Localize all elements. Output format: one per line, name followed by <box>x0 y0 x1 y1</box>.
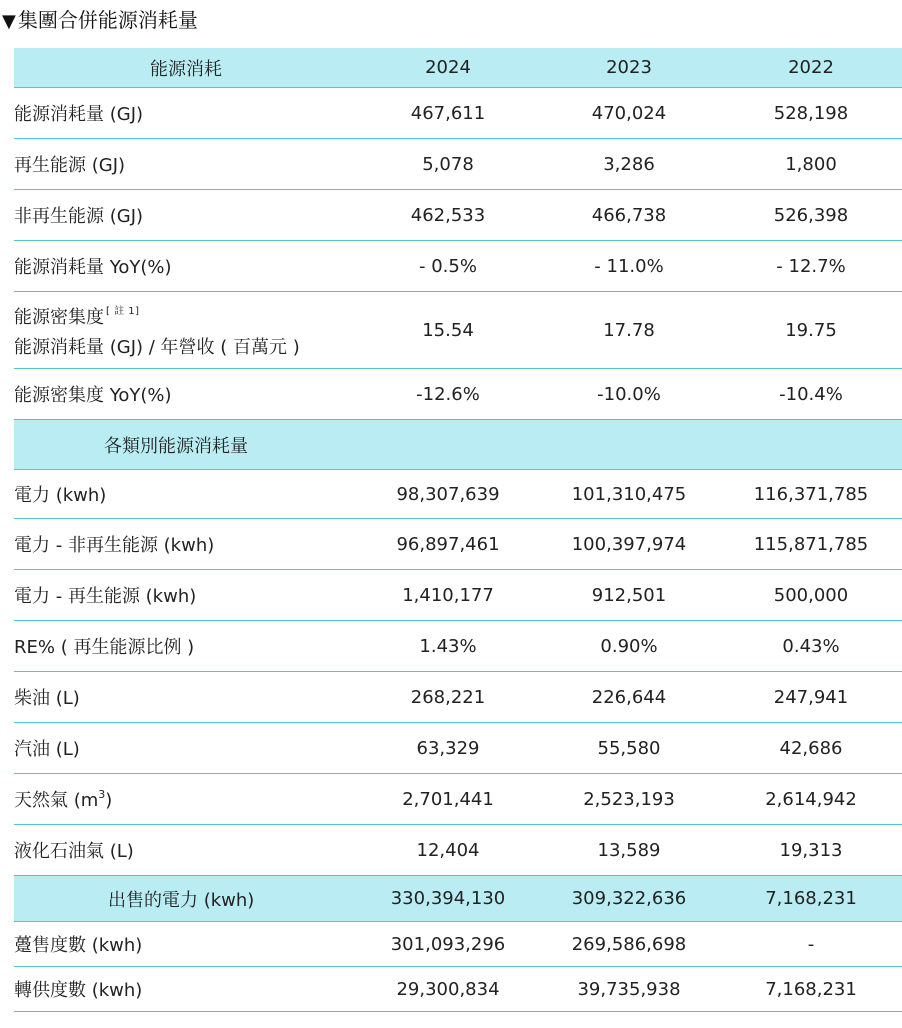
cell-2024: 301,093,296 <box>358 922 538 967</box>
header-year-2022: 2022 <box>720 48 902 88</box>
cell-2022: 1,800 <box>720 139 902 190</box>
cell-2024: -12.6% <box>358 369 538 420</box>
row-label: 電力 - 非再生能源 (kwh) <box>14 519 358 570</box>
row-label: 非再生能源 (GJ) <box>14 190 358 241</box>
cell-2022: 42,686 <box>720 723 902 774</box>
cell-2022: 528,198 <box>720 88 902 139</box>
intensity-sublabel: 能源消耗量 (GJ) / 年營收 ( 百萬元 ) <box>14 337 300 358</box>
row-label: 電力 (kwh) <box>14 470 358 519</box>
cell-2024: 15.54 <box>358 292 538 369</box>
cell-2022: 7,168,231 <box>720 967 902 1012</box>
table-row <box>14 241 902 292</box>
cell-2023: 13,589 <box>538 825 720 876</box>
header-year-2024: 2024 <box>358 48 538 88</box>
cell-2022: 247,941 <box>720 672 902 723</box>
intensity-label: 能源密集度 <box>14 307 104 328</box>
cell-2023: -10.0% <box>538 369 720 420</box>
cell-2022: -10.4% <box>720 369 902 420</box>
table-row <box>14 922 902 967</box>
natural-gas-label-close: ) <box>105 790 113 811</box>
empty-cell <box>358 420 538 470</box>
unit-superscript: 3 <box>98 788 106 801</box>
row-label <box>14 292 358 369</box>
row-label <box>14 774 358 825</box>
cell-2023: 470,024 <box>538 88 720 139</box>
table-row <box>14 190 902 241</box>
empty-cell <box>720 420 902 470</box>
cell-2022: - 12.7% <box>720 241 902 292</box>
row-label: 轉供度數 (kwh) <box>14 967 358 1012</box>
cell-2023: 101,310,475 <box>538 470 720 519</box>
header-label: 能源消耗 <box>14 48 358 88</box>
table-header-row <box>14 48 902 88</box>
cell-2022: 0.43% <box>720 621 902 672</box>
cell-2022: 2,614,942 <box>720 774 902 825</box>
cell-2024: 5,078 <box>358 139 538 190</box>
page-title-text: 集團合併能源消耗量 <box>17 8 198 32</box>
cell-2023: 2,523,193 <box>538 774 720 825</box>
cell-2023: 100,397,974 <box>538 519 720 570</box>
row-label: 再生能源 (GJ) <box>14 139 358 190</box>
table-row <box>14 292 902 369</box>
cell-2023: 912,501 <box>538 570 720 621</box>
page-title <box>2 3 198 37</box>
section-header-row <box>14 420 902 470</box>
cell-2024: 98,307,639 <box>358 470 538 519</box>
cell-2023: 55,580 <box>538 723 720 774</box>
cell-2024: 1.43% <box>358 621 538 672</box>
cell-2024: 96,897,461 <box>358 519 538 570</box>
table-row <box>14 139 902 190</box>
cell-2024: 12,404 <box>358 825 538 876</box>
table-row <box>14 967 902 1012</box>
cell-2024: 1,410,177 <box>358 570 538 621</box>
cell-2024: 467,611 <box>358 88 538 139</box>
energy-consumption-table <box>14 48 902 1012</box>
cell-2022: 19.75 <box>720 292 902 369</box>
row-label: 出售的電力 (kwh) <box>14 876 358 922</box>
cell-2024: 462,533 <box>358 190 538 241</box>
cell-2022: 115,871,785 <box>720 519 902 570</box>
table-row <box>14 825 902 876</box>
section-header-label: 各類別能源消耗量 <box>14 420 358 470</box>
empty-cell <box>538 420 720 470</box>
cell-2023: 17.78 <box>538 292 720 369</box>
table-row <box>14 774 902 825</box>
footnote-marker: [ 註 1] <box>106 306 140 317</box>
cell-2024: 63,329 <box>358 723 538 774</box>
sold-electricity-row <box>14 876 902 922</box>
header-year-2023: 2023 <box>538 48 720 88</box>
table-row <box>14 88 902 139</box>
row-label: 能源消耗量 (GJ) <box>14 88 358 139</box>
table-row <box>14 570 902 621</box>
table-row <box>14 470 902 519</box>
cell-2023: 269,586,698 <box>538 922 720 967</box>
table-row <box>14 672 902 723</box>
row-label: 能源消耗量 YoY(%) <box>14 241 358 292</box>
cell-2022: 7,168,231 <box>720 876 902 922</box>
row-label: RE% ( 再生能源比例 ) <box>14 621 358 672</box>
cell-2022: 500,000 <box>720 570 902 621</box>
cell-2022: - <box>720 922 902 967</box>
natural-gas-label: 天然氣 (m <box>14 790 99 811</box>
cell-2024: 268,221 <box>358 672 538 723</box>
row-label: 電力 - 再生能源 (kwh) <box>14 570 358 621</box>
row-label: 汽油 (L) <box>14 723 358 774</box>
row-label: 柴油 (L) <box>14 672 358 723</box>
row-label: 液化石油氣 (L) <box>14 825 358 876</box>
cell-2023: - 11.0% <box>538 241 720 292</box>
row-label: 躉售度數 (kwh) <box>14 922 358 967</box>
table-row <box>14 369 902 420</box>
cell-2024: 29,300,834 <box>358 967 538 1012</box>
cell-2023: 226,644 <box>538 672 720 723</box>
table-row <box>14 519 902 570</box>
cell-2024: 330,394,130 <box>358 876 538 922</box>
cell-2024: 2,701,441 <box>358 774 538 825</box>
cell-2023: 466,738 <box>538 190 720 241</box>
cell-2022: 526,398 <box>720 190 902 241</box>
cell-2023: 309,322,636 <box>538 876 720 922</box>
table-row <box>14 621 902 672</box>
triangle-down-icon: ▼ <box>2 11 16 32</box>
row-label: 能源密集度 YoY(%) <box>14 369 358 420</box>
cell-2023: 39,735,938 <box>538 967 720 1012</box>
table-row <box>14 723 902 774</box>
cell-2024: - 0.5% <box>358 241 538 292</box>
cell-2023: 0.90% <box>538 621 720 672</box>
cell-2022: 116,371,785 <box>720 470 902 519</box>
cell-2022: 19,313 <box>720 825 902 876</box>
cell-2023: 3,286 <box>538 139 720 190</box>
